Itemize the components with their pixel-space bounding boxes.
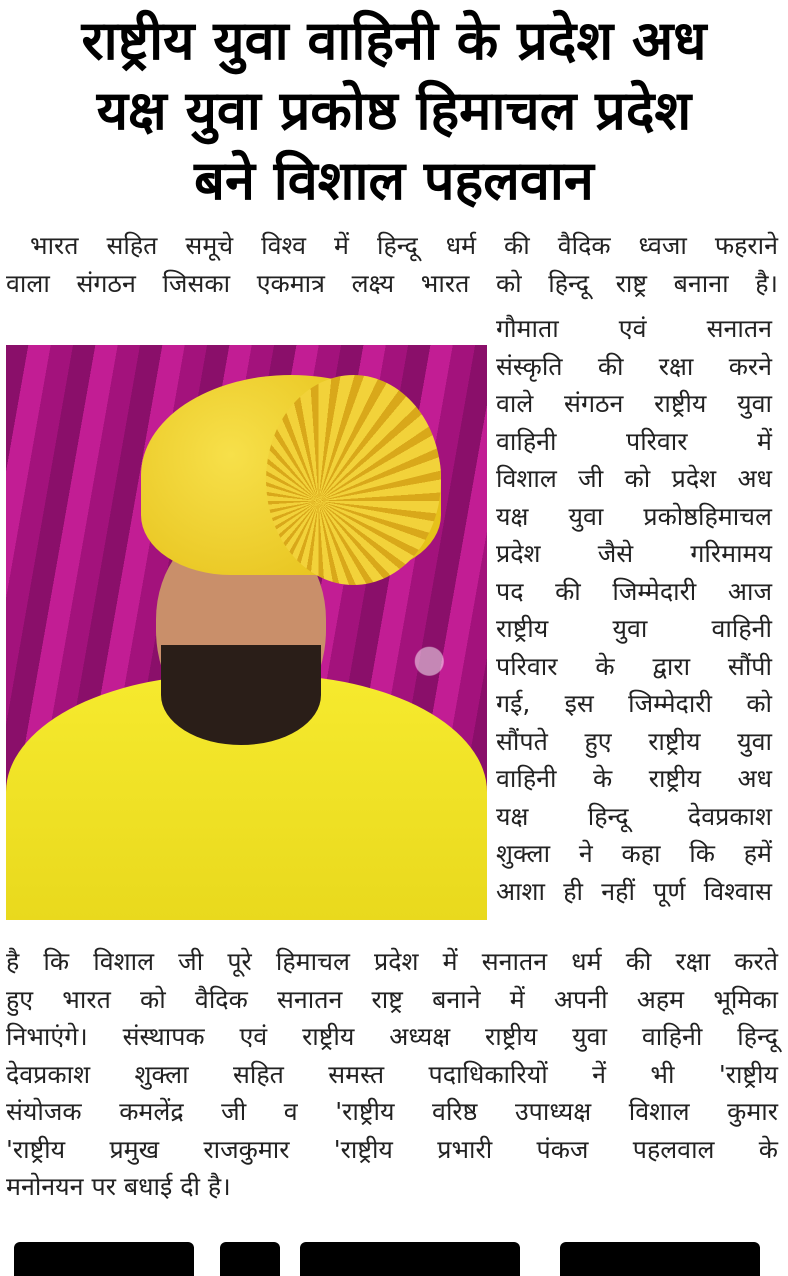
- side-line: गई, इस जिम्मेदारी को: [496, 689, 772, 718]
- bottom-line: 'राष्ट्रीय प्रमुख राजकुमार 'राष्ट्रीय प्रभारी पंकज पहलवाल के: [6, 1134, 778, 1164]
- headline-line-3: बने विशाल पहलवान: [194, 149, 594, 212]
- headline-line-1: राष्ट्रीय युवा वाहिनी के प्रदेश अध: [81, 9, 707, 72]
- cropped-text-block: [560, 1242, 760, 1276]
- bottom-line: निभाएंगे। संस्थापक एवं राष्ट्रीय अध्यक्ष राष्ट्रीय युवा वाहिनी हिन्दू: [6, 1022, 778, 1051]
- side-line: वाहिनी के राष्ट्रीय अध: [496, 764, 772, 793]
- side-line: विशाल जी को प्रदेश अध: [496, 464, 772, 493]
- side-line: संस्कृति की रक्षा करने: [496, 351, 772, 381]
- side-line: प्रदेश जैसे गरिमामय: [496, 539, 772, 568]
- cropped-text-block: [220, 1242, 280, 1276]
- portrait-photo: [6, 345, 487, 920]
- turban-fan-shape: [266, 375, 441, 585]
- intro-line: वाला संगठन जिसका एकमात्र लक्ष्य भारत को हिन्दू राष्ट्र बनाना है।: [6, 268, 778, 298]
- cropped-text-block: [300, 1242, 520, 1276]
- side-line: यक्ष हिन्दू देवप्रकाश: [496, 801, 772, 831]
- side-line: वाहिनी परिवार में: [496, 426, 772, 456]
- intro-paragraph: [6, 227, 778, 302]
- side-line: यक्ष युवा प्रकोष्ठहिमाचल: [496, 501, 772, 531]
- side-line: राष्ट्रीय युवा वाहिनी: [496, 614, 772, 643]
- bottom-line: संयोजक कमलेंद्र जी व 'राष्ट्रीय वरिष्ठ उपाध्यक्ष विशाल कुमार: [6, 1097, 778, 1126]
- bottom-line: मनोनयन पर बधाई दी है।: [6, 1172, 231, 1201]
- intro-line: भारत सहित समूचे विश्व में हिन्दू धर्म की वैदिक ध्वजा फहराने: [30, 231, 778, 260]
- side-line: पद की जिम्मेदारी आज: [496, 576, 772, 606]
- side-column-paragraph: [496, 310, 772, 910]
- bottom-paragraph: [6, 943, 778, 1206]
- beard-shape: [161, 645, 321, 745]
- cropped-text-block: [14, 1242, 194, 1276]
- headline: [0, 6, 788, 216]
- side-line: परिवार के द्वारा सौंपी: [496, 651, 772, 681]
- side-line: आशा ही नहीं पूर्ण विश्वास: [496, 876, 772, 906]
- bottom-line: देवप्रकाश शुक्ला सहित समस्त पदाधिकारियों नें भी 'राष्ट्रीय: [6, 1059, 778, 1089]
- side-line: गौमाता एवं सनातन: [496, 314, 772, 343]
- bottom-line: हुए भारत को वैदिक सनातन राष्ट्र बनाने में अपनी अहम भूमिका: [6, 984, 778, 1014]
- side-line: वाले संगठन राष्ट्रीय युवा: [496, 389, 772, 418]
- side-line: सौंपते हुए राष्ट्रीय युवा: [496, 726, 772, 756]
- cropped-next-headline: [0, 1236, 788, 1276]
- headline-line-2: यक्ष युवा प्रकोष्ठ हिमाचल प्रदेश: [96, 79, 692, 142]
- bottom-line: है कि विशाल जी पूरे हिमाचल प्रदेश में सनातन धर्म की रक्षा करते: [6, 947, 778, 976]
- side-line: शुक्ला ने कहा कि हमें: [496, 839, 772, 868]
